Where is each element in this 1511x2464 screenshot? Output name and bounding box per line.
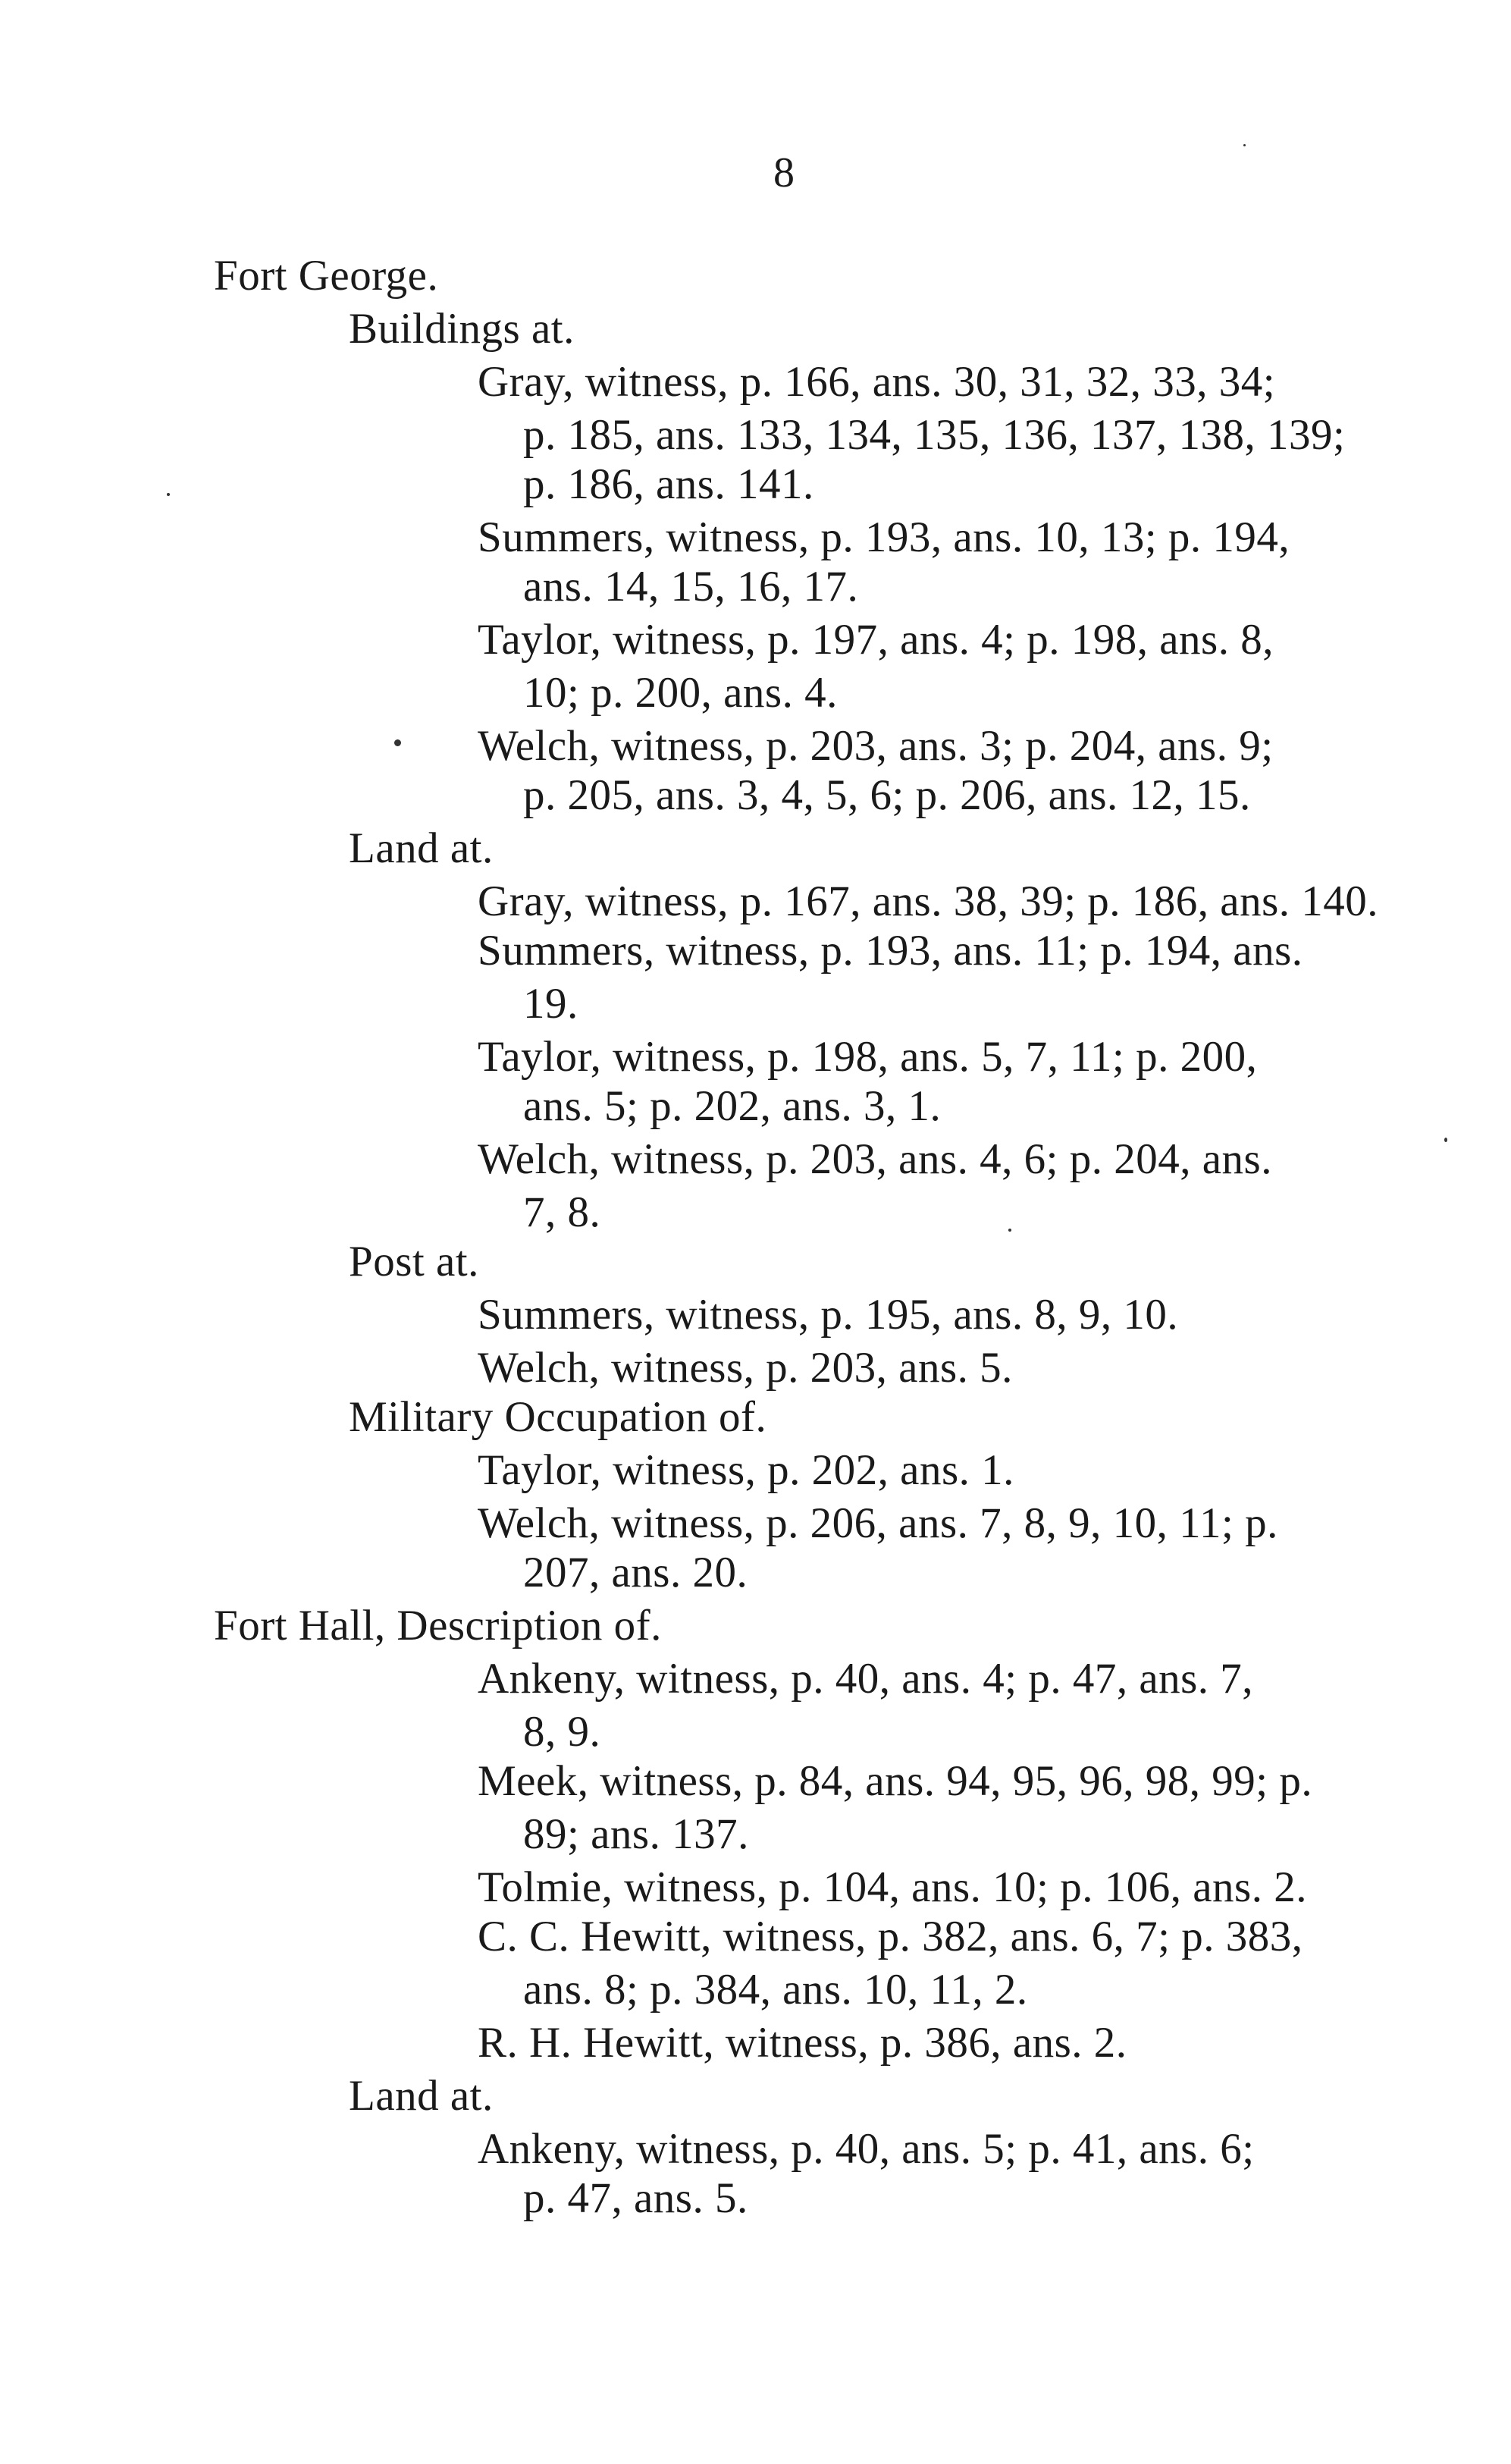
scan-speck (1444, 1138, 1447, 1142)
entry-continuation: ans. 14, 15, 16, 17. (523, 563, 859, 611)
entry-cc-hewitt-description: C. C. Hewitt, witness, p. 382, ans. 6, 7; p. 383, (478, 1913, 1303, 1960)
entry-continuation: ans. 5; p. 202, ans. 3, 1. (523, 1082, 942, 1130)
index-heading-fort-george: Fort George. (214, 252, 439, 300)
entry-gray-land: Gray, witness, p. 167, ans. 38, 39; p. 186, ans. 140. (478, 877, 1379, 925)
entry-summers-land: Summers, witness, p. 193, ans. 11; p. 194, ans. (478, 927, 1303, 975)
entry-continuation: 89; ans. 137. (523, 1810, 749, 1858)
entry-welch-military: Welch, witness, p. 206, ans. 7, 8, 9, 10, 11; p. (478, 1499, 1278, 1547)
entry-continuation: 10; p. 200, ans. 4. (523, 669, 838, 717)
entry-continuation: 8, 9. (523, 1708, 601, 1756)
entry-continuation: ans. 8; p. 384, ans. 10, 11, 2. (523, 1966, 1028, 2014)
subheading-post-at: Post at. (349, 1238, 479, 1285)
entry-continuation: p. 47, ans. 5. (523, 2174, 748, 2222)
entry-continuation: 19. (523, 980, 578, 1028)
entry-taylor-land: Taylor, witness, p. 198, ans. 5, 7, 11; p. 200, (478, 1033, 1258, 1081)
entry-continuation: p. 186, ans. 141. (523, 460, 814, 508)
scan-speck (1243, 144, 1246, 146)
entry-summers-post: Summers, witness, p. 195, ans. 8, 9, 10. (478, 1291, 1179, 1339)
index-heading-fort-hall: Fort Hall, Description of. (214, 1602, 662, 1649)
subheading-military-occupation: Military Occupation of. (349, 1393, 767, 1441)
entry-taylor-buildings: Taylor, witness, p. 197, ans. 4; p. 198, ans. 8, (478, 616, 1274, 664)
entry-rh-hewitt-description: R. H. Hewitt, witness, p. 386, ans. 2. (478, 2019, 1127, 2067)
page-number: 8 (773, 149, 795, 196)
subheading-buildings-at: Buildings at. (349, 305, 575, 353)
entry-welch-post: Welch, witness, p. 203, ans. 5. (478, 1344, 1013, 1392)
scan-speck (167, 493, 170, 496)
entry-gray-buildings: Gray, witness, p. 166, ans. 30, 31, 32, 33, 34; (478, 358, 1276, 406)
entry-taylor-military: Taylor, witness, p. 202, ans. 1. (478, 1446, 1014, 1494)
subheading-land-at: Land at. (349, 2072, 494, 2120)
entry-meek-description: Meek, witness, p. 84, ans. 94, 95, 96, 98, 99; p. (478, 1757, 1313, 1805)
entry-welch-buildings: Welch, witness, p. 203, ans. 3; p. 204, ans. 9; (478, 722, 1274, 770)
entry-continuation: 207, ans. 20. (523, 1549, 748, 1596)
entry-ankeny-description: Ankeny, witness, p. 40, ans. 4; p. 47, ans. 7, (478, 1655, 1254, 1703)
entry-continuation: 7, 8. (523, 1188, 601, 1236)
entry-continuation: p. 205, ans. 3, 4, 5, 6; p. 206, ans. 12, 15. (523, 771, 1251, 819)
entry-welch-land: Welch, witness, p. 203, ans. 4, 6; p. 204, ans. (478, 1135, 1272, 1183)
subheading-land-at: Land at. (349, 824, 494, 872)
entry-continuation: p. 185, ans. 133, 134, 135, 136, 137, 138, 139; (523, 411, 1346, 459)
entry-tolmie-description: Tolmie, witness, p. 104, ans. 10; p. 106, ans. 2. (478, 1863, 1307, 1911)
entry-ankeny-land: Ankeny, witness, p. 40, ans. 5; p. 41, ans. 6; (478, 2125, 1255, 2173)
entry-summers-buildings: Summers, witness, p. 193, ans. 10, 13; p. 194, (478, 513, 1290, 561)
scan-speck (1008, 1229, 1011, 1232)
scan-speck (394, 739, 401, 746)
